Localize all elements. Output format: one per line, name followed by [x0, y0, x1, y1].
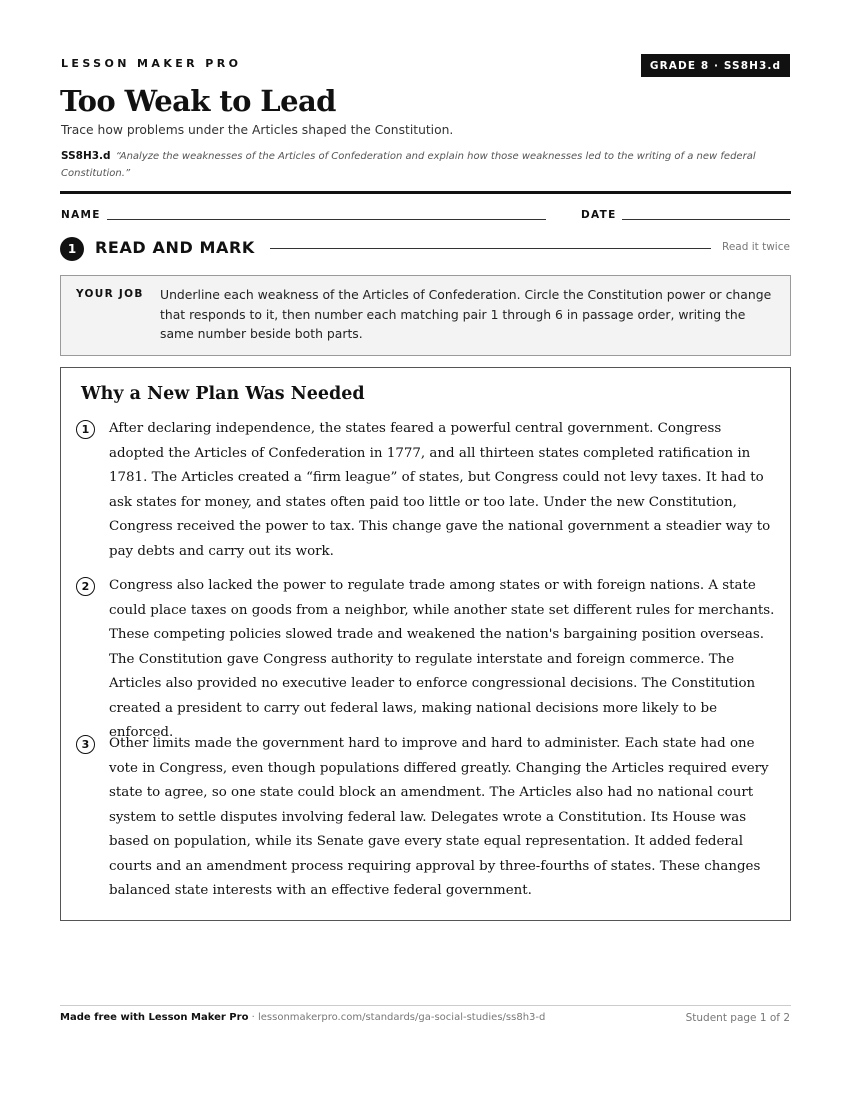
paragraph-number-badge: 3 [76, 735, 95, 754]
footer-url[interactable]: lessonmakerpro.com/standards/ga-social-studies/ss8h3-d [257, 1012, 546, 1023]
name-field[interactable] [107, 219, 546, 220]
section-divider [270, 248, 711, 249]
footer-separator: · [248, 1012, 258, 1023]
passage-paragraph[interactable]: Congress also lacked the power to regulate trade among states or with foreign nations. A state could place taxes on goods from a neighbor, while another state set different rules for merchants. These competing policies slowed trade and weakened the nation's bargaining position overseas. The Constitution gave Congress authority to regulate interstate and foreign commerce. The Articles also provided no executive leader to enforce congressional decisions. The Constitution created a president to carry out federal laws, making national decisions more likely to be enforced. [109, 578, 775, 740]
section-title: READ AND MARK [95, 238, 255, 257]
name-label: NAME [61, 209, 101, 221]
paragraph-number-badge: 1 [76, 420, 95, 439]
passage-paragraph[interactable]: After declaring independence, the states feared a powerful central government. Congress adopted the Articles of Confederation in 1777, and all thirteen states completed ratification in 1781. The Articles created a “firm league” of states, but Congress could not levy taxes. It had to ask states for money, and states often paid too little or too late. Under the new Constitution, Congress received the power to tax. This change gave the national government a steadier way to pay debts and carry out its work. [109, 421, 771, 559]
section-number-badge: 1 [60, 237, 84, 261]
header-divider [60, 191, 791, 194]
footer-divider [60, 1005, 791, 1006]
footer-credit [60, 1012, 545, 1023]
standard-description [61, 148, 790, 182]
job-text: Underline each weakness of the Articles of Confederation. Circle the Constitution power or change that responds to it, then number each matching pair 1 through 6 in passage order, writing the same number beside both parts. [160, 287, 772, 341]
page-title: Too Weak to Lead [60, 84, 336, 118]
passage-title: Why a New Plan Was Needed [81, 384, 365, 404]
standard-code: SS8H3.d [61, 150, 111, 162]
standard-quote: “Analyze the weaknesses of the Articles of Confederation and explain how those weaknesses led to the writing of a new federal Constitution.” [61, 151, 756, 179]
grade-badge: GRADE 8 · SS8H3.d [641, 54, 790, 77]
passage-paragraph[interactable]: Other limits made the government hard to improve and hard to administer. Each state had one vote in Congress, even though populations differed greatly. Changing the Articles required every state to agree, so one state could block an amendment. The Articles also had no national court system to settle disputes involving federal law. Delegates wrote a Constitution. Its House was based on population, while its Senate gave every state equal representation. It added federal courts and an amendment process requiring approval by three-fourths of states. These changes balanced state interests with an effective federal government. [109, 736, 769, 898]
page-subtitle: Trace how problems under the Articles shaped the Constitution. [61, 123, 454, 137]
section-note: Read it twice [722, 241, 790, 253]
paragraph-number-badge: 2 [76, 577, 95, 596]
brand-wordmark: LESSON MAKER PRO [61, 57, 242, 70]
job-label: YOUR JOB [76, 288, 144, 300]
footer-made-with: Made free with Lesson Maker Pro [60, 1012, 249, 1023]
date-label: DATE [581, 209, 617, 221]
job-instructions-box [60, 275, 791, 356]
date-field[interactable] [622, 219, 790, 220]
footer-page-number: Student page 1 of 2 [685, 1012, 790, 1024]
passage-box [60, 367, 791, 921]
